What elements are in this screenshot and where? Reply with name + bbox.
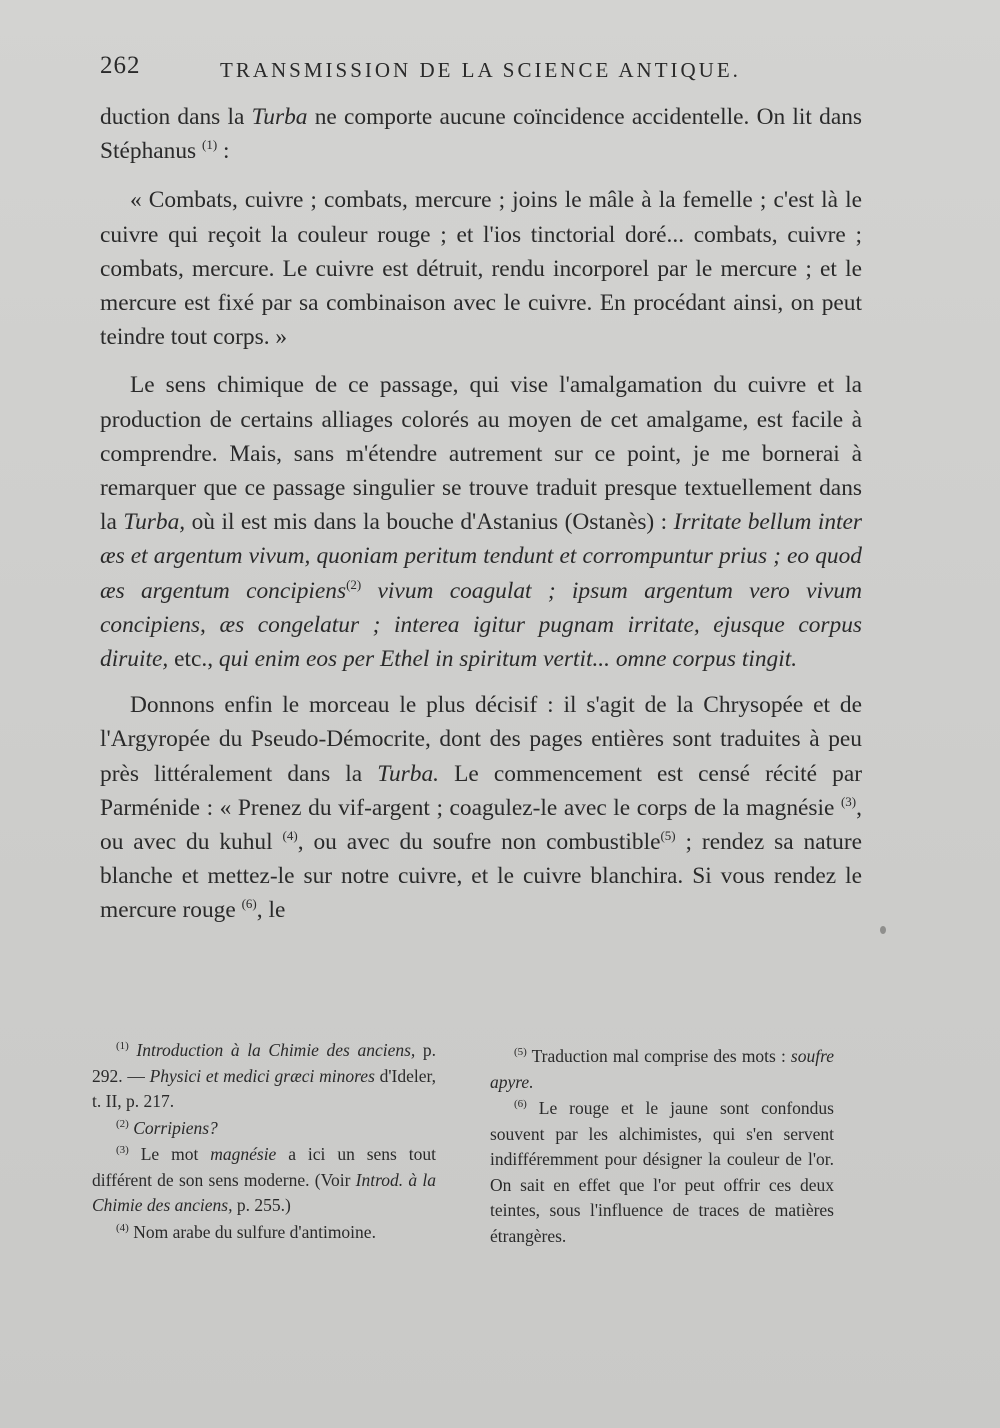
page-header [100, 52, 870, 92]
footnotes-right-column [490, 1038, 834, 1250]
footnote-ref-4[interactable]: (4) [282, 828, 298, 844]
footnote-3: $^{(3)}$ Le mot magnésie a ici un sens tout différent de son sens moderne. (Voir Introd. à la Chimie des anciens, p. 255.) [92, 1144, 436, 1215]
footnote-4: $^{(4)}$ Nom arabe du sulfure d'antimoine. [116, 1221, 376, 1242]
paper-speck [880, 926, 886, 934]
footnote-5: $^{(5)}$ Traduction mal comprise des mots : soufre apyre. [490, 1046, 835, 1092]
footnote-ref-6[interactable]: (6) [241, 896, 257, 912]
page-number: 262 [100, 52, 141, 79]
footnote-ref-1[interactable]: (1) [202, 137, 218, 153]
paragraph-chrysopee: Donnons enfin le morceau le plus décisif : il s'agit de la Chrysopée et de l'Argyropée du Pseudo-Démocrite, dont des pages entières sont traduites à peu près littéralement dans la Turba. Le commencement est censé récité par Parménide : « Prenez du vif-argent ; coagulez-le avec le corps de la magnésie $^{(3)}$, ou avec du kuhul $^{(4)}$, ou avec du soufre non combustible$^{(5)}$ ; rendez sa nature blanche et mettez-le sur notre cuivre, et le cuivre blanchira. Si vous rendez le mercure rouge $^{(6)}$, le [100, 692, 862, 924]
main-text [100, 100, 862, 928]
footnote-1: $^{(1)}$ Introduction à la Chimie des anciens, p. 292. — Physici et medici græci minores d'Ideler, t. II, p. 217. [92, 1040, 437, 1111]
footnote-ref-3[interactable]: (3) [840, 793, 857, 809]
stephanus-quotation: « Combats, cuivre ; combats, mercure ; joins le mâle à la femelle ; c'est là le cuivre qui reçoit la couleur rouge ; et l'ios tinctorial doré... combats, cuivre ; combats, mercure. Le cuivre est détruit, rendu incorporel par le mercure ; et le mercure est fixé par sa combinaison avec le cuivre. En procédant ainsi, on peut teindre tout corps. » [100, 187, 862, 351]
paragraph-continuation: duction dans la Turba ne comporte aucune coïncidence accidentelle. On lit dans Stéphanus $^{(1)}$ : [100, 104, 862, 165]
footnote-6: $^{(6)}$ Le rouge et le jaune sont confondus souvent par les alchimistes, qui s'en servent indifféremment pour désigner la couleur de l'or. On sait en effet que l'or peut offrir ces deux teintes, sous l'influence de traces de matières étrangères. [490, 1098, 834, 1246]
paragraph-turba-astanius: Le sens chimique de ce passage, qui vise l'amalgamation du cuivre et la production de certains alliages colorés au moyen de cet amalgame, est facile à comprendre. Mais, sans m'étendre autrement sur ce point, je me bornerai à remarquer que ce passage singulier se trouve traduit presque textuellement dans la Turba, où il est mis dans la bouche d'Astanius (Ostanès) : Irritate bellum inter æs et argentum vivum, quoniam peritum tendunt et corrompuntur prius ; eo quod æs argentum concipiens$^{(2)}$ vivum coagulat ; ipsum argentum vero vivum concipiens, æs congelatur ; interea igitur pugnam irritate, ejusque corpus diruite, etc., qui enim eos per Ethel in spiritum vertit... omne corpus tingit. [100, 372, 862, 673]
footnote-2: $^{(2)}$ Corripiens? [116, 1117, 218, 1138]
running-title: TRANSMISSION DE LA SCIENCE ANTIQUE. [220, 58, 741, 82]
footnotes-left-column [92, 1038, 436, 1250]
footnote-ref-2[interactable]: (2) [346, 576, 362, 592]
footnotes [92, 1038, 834, 1250]
footnote-ref-5[interactable]: (5) [660, 828, 676, 844]
